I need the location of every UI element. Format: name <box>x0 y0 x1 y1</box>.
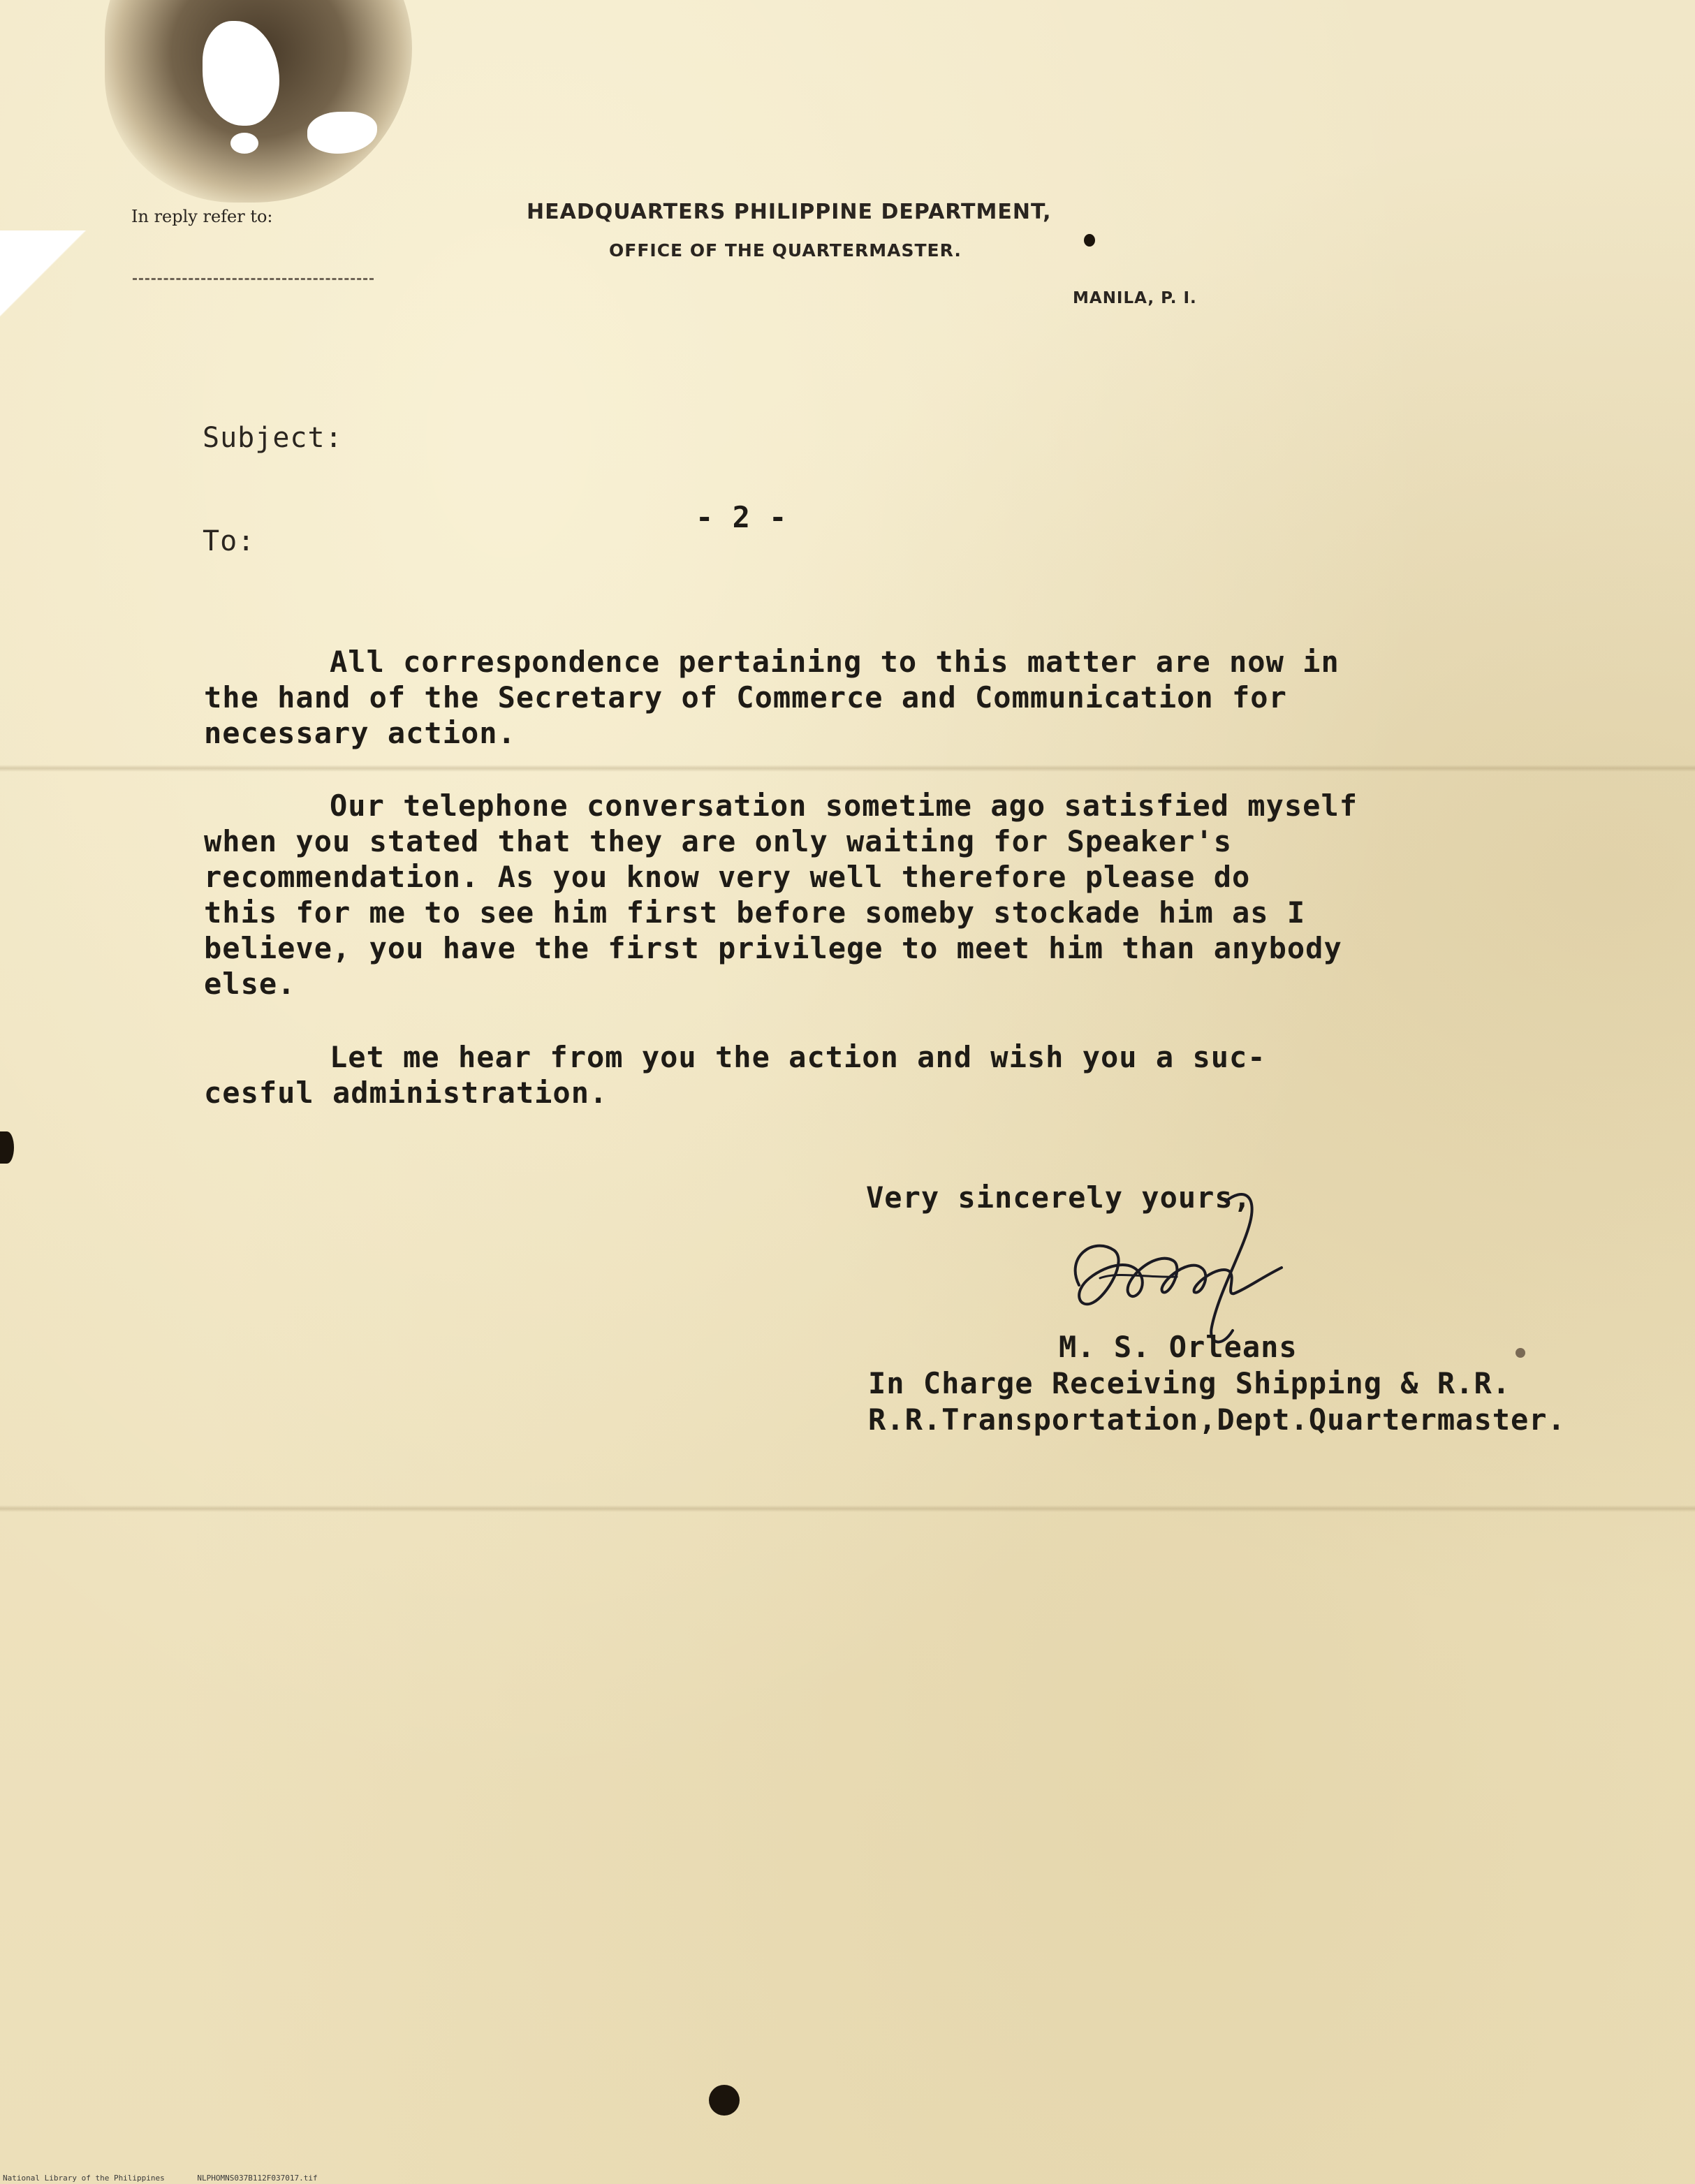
signer-title-line-1: In Charge Receiving Shipping & R.R. <box>868 1366 1511 1400</box>
page-number: - 2 - <box>696 500 788 534</box>
text-line: believe, you have the first privilege to meet him than anybody <box>204 931 1342 965</box>
fold-line <box>0 1505 1695 1512</box>
text-line: recommendation. As you know very well therefore please do <box>204 860 1251 894</box>
signer-title-line-2: R.R.Transportation,Dept.Quartermaster. <box>868 1402 1566 1437</box>
to-label: To: <box>203 525 256 557</box>
paragraph-2 <box>204 788 1358 1002</box>
text-line: Let me hear from you the action and wish you a suc- <box>330 1040 1266 1074</box>
text-line: the hand of the Secretary of Commerce and Communication for <box>204 680 1287 714</box>
text-line: else. <box>204 967 296 1001</box>
letterhead-office: OFFICE OF THE QUARTERMASTER. <box>609 240 962 261</box>
subject-label: Subject: <box>203 422 343 454</box>
torn-corner <box>0 230 98 321</box>
text-line: Our telephone conversation sometime ago satisfied myself <box>330 789 1358 823</box>
text-line: cesful administration. <box>204 1076 608 1110</box>
archive-footer <box>3 2174 346 2183</box>
handwritten-signature <box>1051 1173 1330 1355</box>
closing-salutation: Very sincerely yours, <box>866 1180 1252 1215</box>
letterhead-title: HEADQUARTERS PHILIPPINE DEPARTMENT, <box>527 200 1052 224</box>
signer-name: M. S. Orleans <box>1059 1330 1298 1364</box>
archive-source: National Library of the Philippines <box>3 2174 165 2183</box>
text-line: when you stated that they are only waiting for Speaker's <box>204 824 1233 858</box>
burn-hole <box>230 133 258 154</box>
paragraph-1 <box>204 644 1340 751</box>
text-line: necessary action. <box>204 716 516 750</box>
archive-file-name: NLPHOMNS037B112F037017.tif <box>197 2174 318 2183</box>
ink-stain <box>0 1131 14 1164</box>
fold-line <box>0 765 1695 772</box>
reply-reference-label: In reply refer to: <box>131 207 273 226</box>
text-line: this for me to see him first before someby stockade him as I <box>204 895 1306 930</box>
ink-stain <box>709 2085 740 2116</box>
ink-stain <box>1084 234 1095 247</box>
paragraph-3 <box>204 1039 1266 1111</box>
letterhead-city: MANILA, P. I. <box>1073 289 1197 307</box>
ink-stain <box>1516 1348 1525 1358</box>
text-line: All correspondence pertaining to this matter are now in <box>330 645 1340 679</box>
reply-reference-line <box>133 278 374 280</box>
